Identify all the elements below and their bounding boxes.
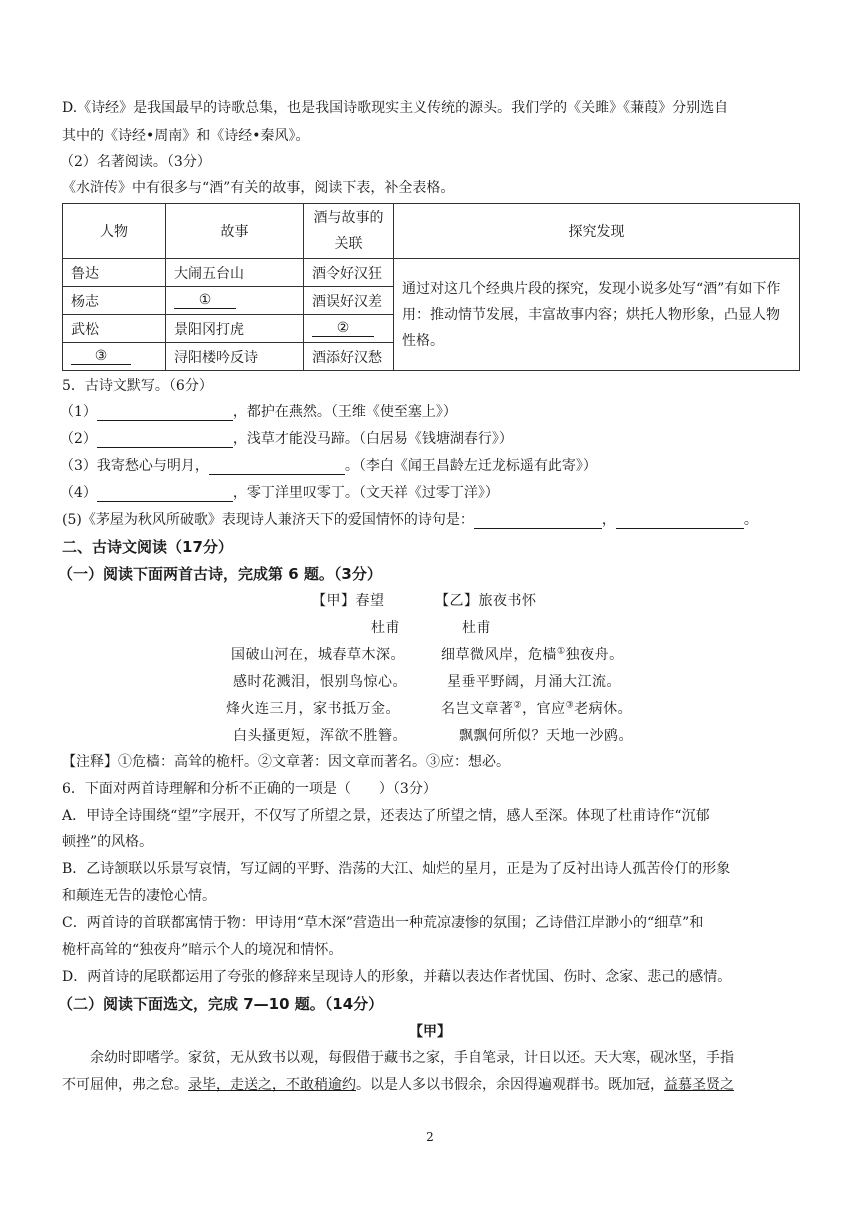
sub-section-2-title: （二）阅读下面选文，完成 7—10 题。（14分）: [58, 995, 384, 1013]
underlined-sentence-2: 益慕圣贤之: [664, 1077, 734, 1093]
cell-relation: 酒令好汉狂: [304, 259, 394, 287]
q5-item-3: [60, 456, 597, 476]
poem-b-line-1-a: 细草微风岸，危樯: [441, 647, 557, 663]
poem-b-line-1: [441, 644, 624, 664]
q5-blank-4[interactable]: [97, 485, 233, 502]
page-number: 2: [426, 1130, 434, 1144]
cell-story: 浔阳楼吟反诗: [166, 343, 304, 371]
sub-section-1-title: （一）阅读下面两首古诗，完成第 6 题。（3分）: [58, 565, 382, 583]
poem-b-title: 【乙】旅夜书怀: [435, 593, 537, 609]
cell-person: 武松: [63, 315, 166, 343]
q5-item-1-num: （1）: [60, 404, 97, 420]
q6-option-b-line1[interactable]: B．乙诗颔联以乐景写哀情，写辽阔的平野、浩荡的大江、灿烂的星月，正是为了反衬出诗人孤苦伶仃的形象: [62, 861, 731, 877]
cell-person: 鲁达: [63, 259, 166, 287]
q5-item-4-after: ，零丁洋里叹零丁。（文天祥《过零丁洋》）: [232, 485, 499, 501]
cell-story: 景阳冈打虎: [166, 315, 304, 343]
q5-item-5-text: (5)《茅屋为秋风所破歌》表现诗人兼济天下的爱国情怀的诗句是：: [62, 512, 474, 528]
footnote-2-mark: ②: [513, 700, 523, 711]
q6-option-a-line2: 顿挫”的风格。: [62, 834, 154, 850]
table-row: [63, 259, 800, 287]
q5-item-3-after: 。（李白《闻王昌龄左迁龙标遥有此寄》）: [344, 458, 597, 474]
poem-a-title: 【甲】春望: [312, 593, 385, 609]
blank-2: ②: [312, 320, 374, 337]
q4-2-intro: 《水浒传》中有很多与“酒”有关的故事，阅读下表，补全表格。: [62, 180, 455, 196]
header-relation-line2: 关联: [334, 236, 363, 252]
header-relation: [304, 204, 394, 259]
cell-person: 杨志: [63, 287, 166, 315]
q5-blank-5[interactable]: [474, 512, 602, 529]
q6-option-a-line1[interactable]: A．甲诗全诗围绕“望”字展开，不仅写了所望之景，还表达了所望之情，感人至深。体现了杜甫诗作“沉郁: [62, 808, 710, 824]
poem-a-author: 杜甫: [371, 620, 400, 636]
cell-story-blank[interactable]: [166, 287, 304, 315]
cell-finding: 通过对这几个经典片段的探究，发现小说多处写“酒”有如下作用：推动情节发展，丰富故事内容；烘托人物形象，凸显人物性格。: [394, 259, 800, 371]
q5-item-1-after: ，都护在燕然。（王维《使至塞上》）: [232, 404, 457, 420]
q5-item-4-num: （4）: [60, 485, 97, 501]
poem-b-line-3-b: ，官应: [522, 701, 566, 717]
q5-item-5-end: 。: [743, 512, 758, 528]
q4-2-title: （2）名著阅读。（3分）: [60, 154, 211, 170]
cell-story: 大闹五台山: [166, 259, 304, 287]
q5-item-2-after: ，浅草才能没马蹄。（白居易《钱塘湖春行》）: [232, 431, 513, 447]
q5-item-2: [60, 429, 513, 449]
poem-b-line-3: [441, 698, 632, 718]
underlined-sentence-1: 录毕，走送之，不敢稍逾约: [188, 1077, 356, 1093]
q4-option-d-line2: 其中的《诗经•周南》和《诗经•秦风》。: [62, 128, 310, 144]
blank-1: ①: [174, 292, 236, 309]
q6-option-c-line1[interactable]: C．两首诗的首联都寓情于物：甲诗用“草木深”营造出一种荒凉凄惨的氛围；乙诗借江岸渺小的“细草”和: [62, 915, 704, 931]
q5-item-5: [62, 510, 758, 530]
cell-person-blank[interactable]: [63, 343, 166, 371]
prose-line-1: 余幼时即嗜学。家贫，无从致书以观，每假借于藏书之家，手自笔录，计日以还。天大寒，砚冰坚，手指: [90, 1050, 734, 1066]
prose-line-2-b: 。以是人多以书假余，余因得遍观群书。既加冠，: [356, 1077, 664, 1093]
header-relation-line1: 酒与故事的: [313, 210, 384, 226]
header-story: 故事: [166, 204, 304, 259]
q5-item-4: [60, 483, 499, 503]
q5-item-2-num: （2）: [60, 431, 97, 447]
cell-relation-blank[interactable]: [304, 315, 394, 343]
q5-title: 5．古诗文默写。（6分）: [62, 378, 213, 394]
q5-blank-2[interactable]: [97, 431, 233, 448]
poem-a-line-3: 烽火连三月，家书抵万金。: [226, 701, 400, 717]
poem-a-line-4: 白头搔更短，浑欲不胜簪。: [233, 728, 407, 744]
q5-item-1: [60, 402, 457, 422]
q5-item-5-sep: ，: [601, 512, 616, 528]
water-margin-table: [62, 203, 800, 371]
prose-line-2-a: 不可屈伸，弗之怠。: [62, 1077, 188, 1093]
footnote-3-mark: ③: [565, 700, 575, 711]
header-person: 人物: [63, 204, 166, 259]
q6-option-b-line2: 和颠连无告的凄怆心情。: [62, 888, 216, 904]
q5-blank-6[interactable]: [616, 512, 744, 529]
poem-b-author: 杜甫: [462, 620, 491, 636]
q6-option-d-line1[interactable]: D．两首诗的尾联都运用了夸张的修辞来呈现诗人的形象，并藉以表达作者忧国、伤时、念家、悲己的感情。: [62, 969, 732, 985]
q6-option-c-line2: 桅杆高耸的“独夜舟”暗示个人的境况和情怀。: [62, 942, 343, 958]
q5-blank-1[interactable]: [97, 404, 233, 421]
footnote-1-mark: ①: [557, 646, 566, 657]
poem-a-line-1: 国破山河在，城春草木深。: [231, 647, 405, 663]
blank-3: ③: [71, 348, 131, 365]
header-finding: 探究发现: [394, 204, 800, 259]
q6-stem: 6．下面对两首诗理解和分析不正确的一项是（ ）（3分）: [62, 781, 437, 797]
poem-b-line-3-c: 老病休。: [574, 701, 633, 717]
table-header-row: [63, 204, 800, 259]
prose-a-label: 【甲】: [409, 1024, 451, 1040]
q5-blank-3[interactable]: [209, 458, 345, 475]
section-2-title: 二、古诗文阅读（17分）: [62, 538, 233, 556]
q4-option-d-line1: D.《诗经》是我国最早的诗歌总集，也是我国诗歌现实主义传统的源头。我们学的《关雎》《蒹葭》分别选自: [62, 100, 729, 116]
q5-item-3-num: （3）我寄愁心与明月，: [60, 458, 209, 474]
poem-a-line-2: 感时花溅泪，恨别鸟惊心。: [233, 674, 407, 690]
cell-relation: 酒误好汉差: [304, 287, 394, 315]
prose-line-2: [62, 1075, 734, 1095]
cell-relation: 酒添好汉愁: [304, 343, 394, 371]
poem-notes: 【注释】①危樯：高耸的桅杆。②文章著：因文章而著名。③应：想必。: [62, 754, 510, 770]
poem-b-line-4: 飘飘何所似？天地一沙鸥。: [459, 728, 633, 744]
poem-b-line-2: 星垂平野阔，月涌大江流。: [447, 674, 621, 690]
poem-b-line-1-b: 独夜舟。: [565, 647, 624, 663]
poem-b-line-3-a: 名岂文章著: [441, 701, 514, 717]
